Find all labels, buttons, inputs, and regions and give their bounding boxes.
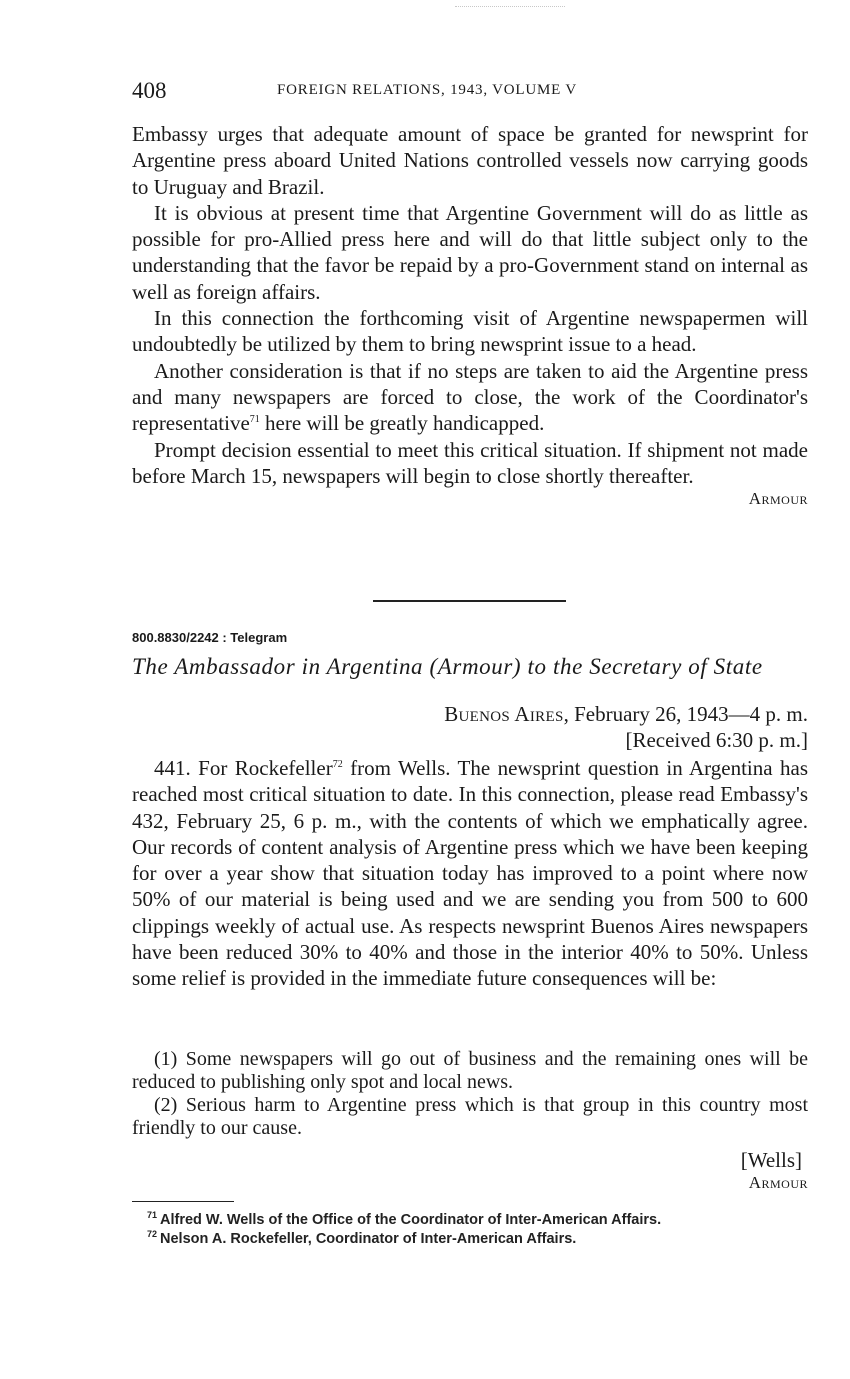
telegram-body	[132, 755, 808, 992]
signature: Armour	[748, 489, 808, 509]
footnote-reference[interactable]: 71	[249, 414, 260, 426]
page-header	[132, 76, 808, 108]
place-name: Buenos Aires	[444, 702, 564, 726]
date-text: , February 26, 1943—4 p. m.	[563, 702, 808, 726]
consequence-list	[132, 1048, 808, 1140]
footnote-text: Alfred W. Wells of the Office of the Coordinator of Inter-American Affairs.	[160, 1212, 662, 1228]
paragraph-text: from Wells. The newsprint question in Argentina has reached most critical situation to date. In this connection, please read Embassy's 432, February 25, 6 p. m., with the contents of which we emphatically agree. Our records of content analysis of Argentine press which we have been keeping for over a year show that situation today has improved to a point where now 50% of our material is being used and we are sending you from 500 to 600 clippings weekly of actual use. As respects newsprint Buenos Aires newspapers have been reduced 30% to 40% and those in the interior 40% to 50%. Unless some relief is provided in the immediate future consequences will be:	[132, 756, 808, 991]
footnotes	[147, 1211, 661, 1249]
date-line	[444, 701, 808, 727]
dateline	[444, 701, 808, 754]
paragraph: It is obvious at present time that Argentine Government will do as little as possible for pro-Allied press here and will do that little subject only to the understanding that the favor be repaid by a pro-Government stand on internal as well as foreign affairs.	[132, 200, 808, 304]
footnote-divider	[132, 1201, 234, 1202]
paragraph	[132, 755, 808, 992]
paragraph-text: here will be greatly handicapped.	[259, 411, 545, 436]
section-divider	[373, 600, 566, 602]
page-number: 408	[132, 78, 167, 103]
paragraph: Prompt decision essential to meet this critical situation. If shipment not made before March 15, newspapers will begin to close shortly thereafter.	[132, 437, 808, 488]
footnote-reference[interactable]: 72	[332, 759, 343, 770]
paragraph: Embassy urges that adequate amount of space be granted for newsprint for Argentine press aboard United Nations controlled vessels now carrying goods to Uruguay and Brazil.	[132, 122, 808, 199]
list-item: (1) Some newspapers will go out of business and the remaining ones will be reduced to publishing only spot and local news.	[132, 1048, 808, 1093]
footnote-text: Nelson A. Rockefeller, Coordinator of Inter-American Affairs.	[160, 1231, 577, 1247]
paragraph: In this connection the forthcoming visit of Argentine newspapermen will undoubtedly be utilized by them to bring newsprint issue to a head.	[132, 306, 808, 357]
paragraph	[132, 358, 808, 437]
sender-bracket: [Wells]	[740, 1148, 802, 1172]
running-head: FOREIGN RELATIONS, 1943, VOLUME V	[277, 82, 578, 98]
list-item: (2) Serious harm to Argentine press which is that group in this country most friendly to our cause.	[132, 1094, 808, 1139]
footnote-mark: 71	[147, 1210, 158, 1221]
footnote-mark: 72	[147, 1229, 158, 1240]
file-reference: 800.8830/2242 : Telegram	[132, 630, 288, 645]
footnote	[147, 1211, 661, 1230]
footnote	[147, 1230, 661, 1249]
previous-telegram-continuation	[132, 121, 808, 509]
closing-signature-block	[741, 1147, 808, 1193]
document-title: The Ambassador in Argentina (Armour) to the Secretary of State	[132, 654, 763, 679]
signature: Armour	[748, 1173, 808, 1192]
scan-artifact	[455, 6, 565, 7]
received-line: [Received 6:30 p. m.]	[625, 728, 808, 753]
paragraph-text: Another consideration is that if no steps are taken to aid the Argentine press and many newspapers are forced to close, the work of the Coordinator's representative	[132, 358, 808, 436]
paragraph-text: 441. For Rockefeller	[154, 756, 333, 780]
